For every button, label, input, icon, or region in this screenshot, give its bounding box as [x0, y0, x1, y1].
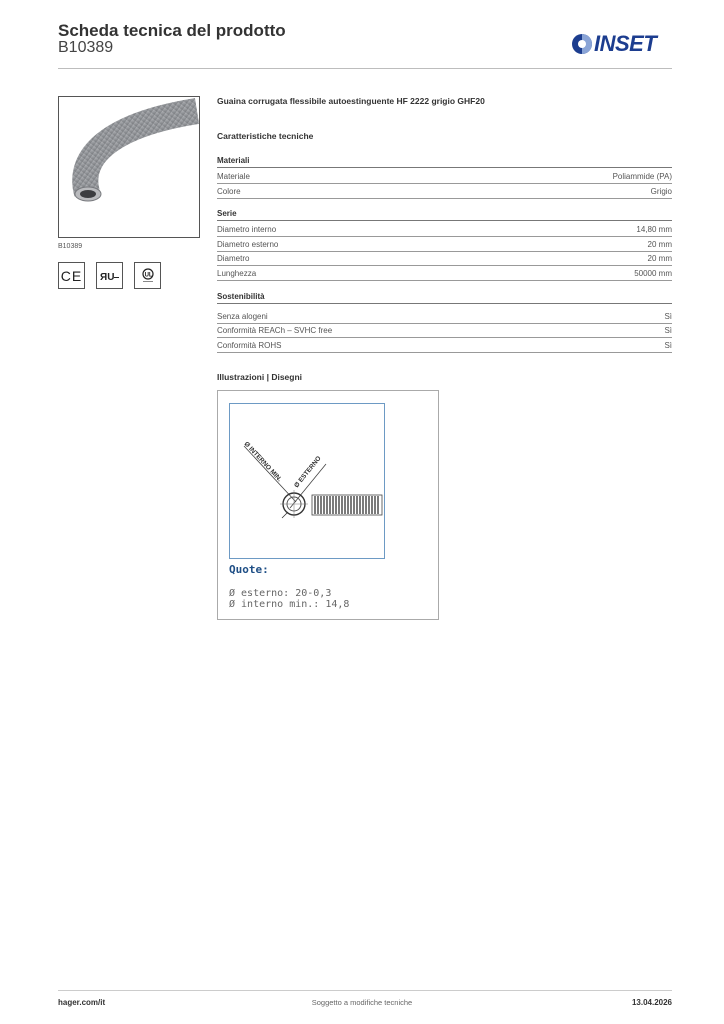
svg-text:ЯU: ЯU	[99, 271, 114, 282]
quote-title: Quote:	[229, 563, 269, 576]
spec-label: Diametro esterno	[217, 239, 279, 249]
spec-label: Diametro interno	[217, 224, 277, 234]
drawing-frame	[229, 403, 385, 559]
spec-row	[217, 169, 672, 184]
page-title: Scheda tecnica del prodotto	[58, 21, 286, 40]
spec-row	[217, 251, 672, 266]
spec-row	[217, 222, 672, 237]
group-heading-serie: Serie	[217, 209, 672, 221]
spec-value: Grigio	[650, 186, 672, 196]
product-image	[58, 96, 200, 238]
product-title: Guaina corrugata flessibile autoestinguente HF 2222 grigio GHF20	[217, 96, 485, 106]
footer-divider	[58, 990, 672, 991]
svg-text:UL: UL	[144, 272, 153, 278]
technical-drawing	[217, 390, 439, 620]
spec-label: Senza alogeni	[217, 311, 268, 321]
spec-row	[217, 309, 672, 324]
label-inner-diameter: Ø INTERNO MIN.	[242, 440, 283, 484]
spec-label: Lunghezza	[217, 268, 257, 278]
header-divider	[58, 68, 672, 69]
spec-row	[217, 266, 672, 281]
spec-value: 20 mm	[647, 239, 672, 249]
specs-heading: Caratteristiche tecniche	[217, 131, 314, 141]
dimension-drawing	[230, 404, 384, 558]
spec-value: 14,80 mm	[636, 224, 672, 234]
spec-value: 50000 mm	[634, 268, 672, 278]
spec-row	[217, 338, 672, 353]
spec-value: Sì	[664, 340, 672, 350]
group-heading-materiali: Materiali	[217, 156, 672, 168]
product-code: B10389	[58, 39, 114, 56]
spec-row	[217, 184, 672, 199]
spec-value: Sì	[664, 325, 672, 335]
quote-outer-diameter: Ø esterno: 20-0,3	[229, 588, 332, 599]
ul-listed-icon	[134, 262, 161, 289]
spec-label: Diametro	[217, 253, 250, 263]
spec-value: 20 mm	[647, 253, 672, 263]
conduit-picture	[59, 97, 199, 237]
footer-date: 13.04.2026	[631, 998, 672, 1007]
spec-row	[217, 323, 672, 338]
quote-inner-diameter: Ø interno min.: 14,8	[229, 599, 350, 610]
ce-mark-icon	[58, 262, 85, 289]
spec-label: Conformità REACh – SVHC free	[217, 325, 333, 335]
group-heading-sostenibilita: Sostenibilità	[217, 292, 672, 304]
logo-text: INSET	[594, 31, 657, 56]
footer-website-link[interactable]: hager.com/it	[58, 998, 106, 1007]
spec-label: Materiale	[217, 171, 250, 181]
spec-value: Sì	[664, 311, 672, 321]
ce-mark-label: CE	[60, 267, 83, 284]
logo-mark-icon	[571, 33, 593, 55]
spec-label: Conformità ROHS	[217, 340, 282, 350]
spec-value: Poliammide (PA)	[612, 171, 672, 181]
spec-label: Colore	[217, 186, 241, 196]
footer-note: Soggetto a modifiche tecniche	[311, 998, 413, 1007]
ul-recognized-icon	[96, 262, 123, 289]
brand-logo	[571, 31, 673, 57]
illustrations-heading: Illustrazioni | Disegni	[217, 372, 303, 382]
product-image-caption: B10389	[58, 243, 83, 250]
label-outer-diameter: Ø ESTERNO	[293, 455, 323, 490]
spec-row	[217, 237, 672, 252]
